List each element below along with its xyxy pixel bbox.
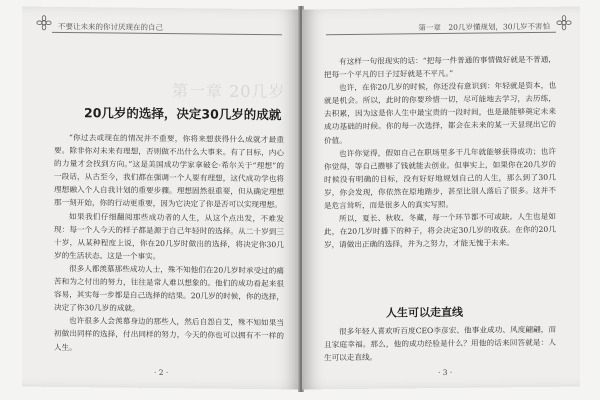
paragraph: 也许你觉得，假如自己在职场里多干几年就能够获得成功；也许你觉得，等自己攒够了钱就能去创业。但事实上，如果你在20几岁的时候没有明确的目标，没有好好地规划自己的人生，那么到了30几岁，你会发现，你依然在原地踏步，甚至比别人落后了很多。这并不是危言耸听，而是很多人的真实写照。 (324, 146, 556, 211)
paragraph: 很多人都羡慕那些成功人士，殊不知他们在20几岁时承受过的痛苦和为之付出的努力，往往是常人难以想象的。他们的成功看起来很容易，其实每一步都是自己选择的结果。20几岁的时候，你的选择，决定了你30几岁的成就。 (54, 263, 284, 313)
right-page (302, 7, 580, 390)
paragraph: 也许，在你20几岁的时候，你还没有意识到：年轻就是资本，也就是机会。所以，此时的你要珍惜一切，尽可能地去学习，去历练，去积累，因为这是你人生中最宝贵的一段时间，也是最能够奠定未来成功基础的时候。你的每一次选择，都会在未来的某一天显现出它的价值。 (324, 80, 556, 145)
running-head: 不要让未来的你讨厌现在的自己 (58, 21, 163, 33)
paragraph: 如果我们仔细翻阅那些成功者的人生，从这个点出发，不难发现：每一个人今天的样子都是源于自己年轻时的选择。从二十岁到三十岁，从某种程度上说，你在20几岁时做出的选择，将决定你30几岁的生活状态。这是一个事实。 (54, 211, 284, 261)
paragraph: 有这样一句很现实的话：“把每一件普通的事情做好就是不普通，把每一个平凡的日子过好就是不平凡。” (324, 54, 556, 80)
flower-icon (36, 15, 52, 31)
chapter-title: 20几岁的选择，决定30几岁的成就 (84, 105, 282, 123)
watermark: 第一章 20几岁 (172, 81, 286, 102)
flower-icon (556, 15, 572, 31)
body-text (324, 53, 556, 252)
header-rule (52, 32, 282, 35)
paragraph: 所以，夏长、秋收、冬藏，每一个环节都不可或缺。人生也是如此，在20几岁时播下的种子，将会决定30几岁的收获。在你的20几岁，请做出正确的选择，并为之努力，才能无愧于未来。 (324, 211, 556, 250)
blurred-region (362, 269, 562, 299)
page-number: · 2 · (154, 367, 169, 378)
paragraph: “你过去或现在的情况并不重要，你将来想获得什么成就才最重要。除非你对未来有理想，否则做不出什么大事来。有了目标，内心的力量才会找到方向。”这是美国成功学家拿破仑·希尔关于“理想”的一段话，从古至今，我们都在强调一个人要有理想，这代成功学也将理想融入个人自我计划的重要步骤。理想固然很重要，但从确定理想那一刻开始，你的行动更重要，因为它决定了你是否可以实现理想。 (54, 133, 284, 210)
paragraph: 很多年轻人喜欢听百度CEO李彦宏、他事业成功、风度翩翩，而且家庭幸福。那么，他的成功经验是什么？用他的话来回答就是：人生可以走直线。 (324, 324, 556, 363)
running-head: 第一章 20几岁懂规划，30几岁不害怕 (418, 21, 550, 33)
open-book (22, 8, 582, 396)
paragraph: 也许很多人会羡慕身边的那些人，然后自怨自艾，殊不知如果当初做出同样的选择，付出同样的努力，今天的你也可以拥有不一样的人生。 (54, 316, 284, 352)
section-title: 人生可以走直线 (386, 305, 463, 320)
body-text (54, 131, 284, 356)
left-page (22, 7, 300, 390)
header-rule (326, 32, 556, 35)
page-number: · 3 · (438, 367, 453, 378)
body-text (324, 323, 556, 365)
